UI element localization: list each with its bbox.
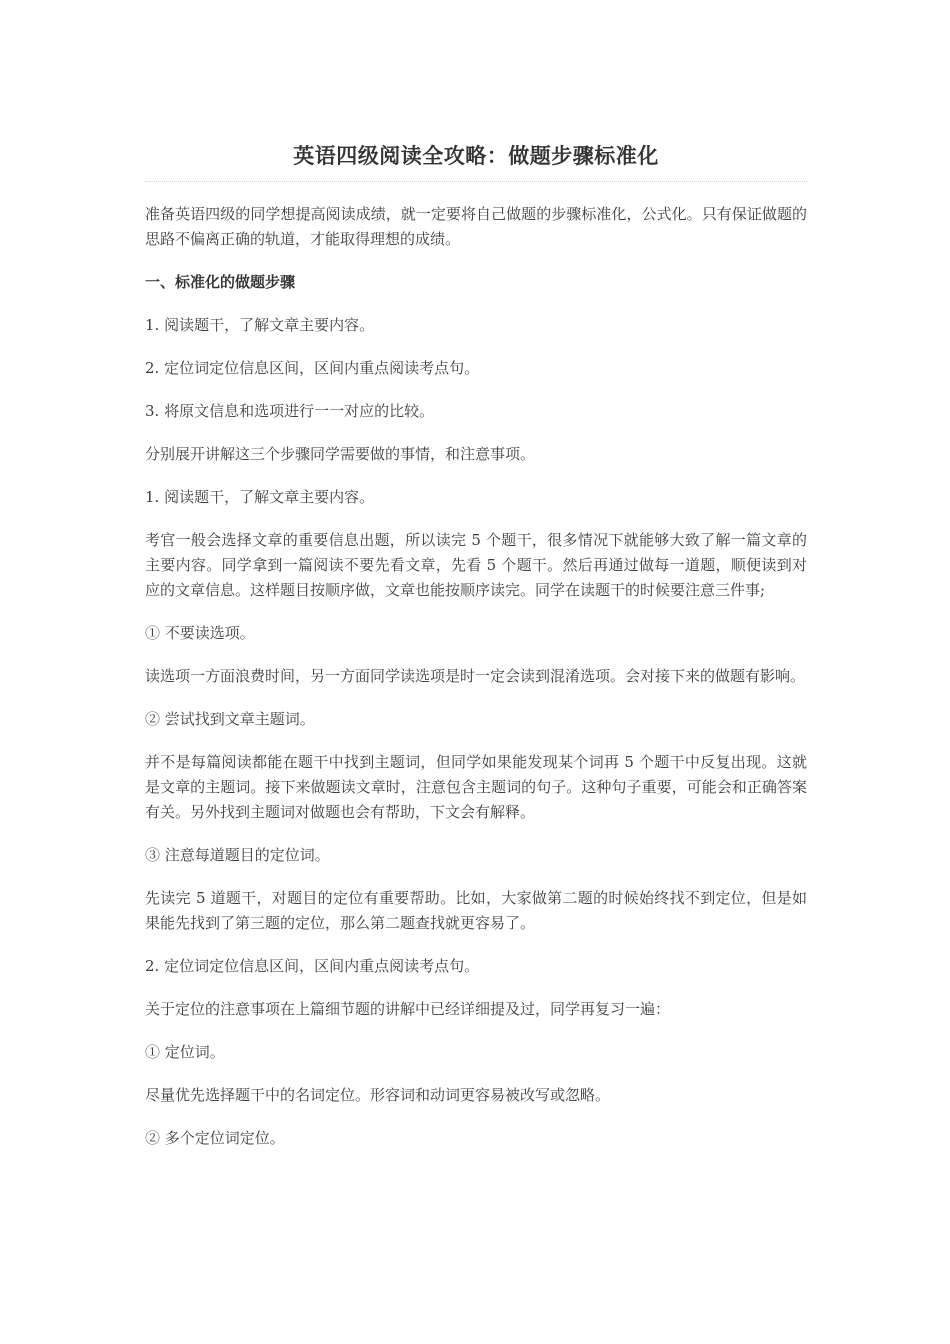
note-item: ① 不要读选项。 [145, 624, 255, 642]
step-item: 3. 将原文信息和选项进行一一对应的比较。 [145, 402, 435, 420]
intro-paragraph: 准备英语四级的同学想提高阅读成绩，就一定要将自己做题的步骤标准化，公式化。只有保证做题的思路不偏离正确的轨道，才能取得理想的成绩。 [145, 205, 807, 248]
note-item: ③ 注意每道题目的定位词。 [145, 846, 330, 864]
body-paragraph: 尽量优先选择题干中的名词定位。形容词和动词更容易被改写或忽略。 [145, 1086, 611, 1104]
note-item: ② 尝试找到文章主题词。 [145, 710, 315, 728]
title-divider [145, 181, 807, 182]
body-paragraph: 分别展开讲解这三个步骤同学需要做的事情，和注意事项。 [145, 445, 536, 463]
article-title: 英语四级阅读全攻略：做题步骤标准化 [293, 143, 659, 168]
note-item: ① 定位词。 [145, 1043, 225, 1061]
article-body [145, 202, 807, 1169]
step-subheading: 1. 阅读题干，了解文章主要内容。 [145, 488, 375, 506]
body-paragraph: 考官一般会选择文章的重要信息出题，所以读完 5 个题干，很多情况下就能够大致了解一篇文章的主要内容。同学拿到一篇阅读不要先看文章，先看 5 个题干。然后再通过做每一道题，顺便读到对应的文章信息。这样题目按顺序做，文章也能按顺序读完。同学在读题干的时候要注意三件事; [145, 531, 807, 599]
step-subheading: 2. 定位词定位信息区间，区间内重点阅读考点句。 [145, 957, 480, 975]
body-paragraph: 关于定位的注意事项在上篇细节题的讲解中已经详细提及过，同学再复习一遍： [145, 1000, 671, 1018]
note-item: ② 多个定位词定位。 [145, 1129, 285, 1147]
body-paragraph: 读选项一方面浪费时间，另一方面同学读选项是时一定会读到混淆选项。会对接下来的做题有影响。 [145, 667, 806, 685]
section-heading: 一、标准化的做题步骤 [145, 273, 296, 291]
step-item: 2. 定位词定位信息区间，区间内重点阅读考点句。 [145, 359, 480, 377]
body-paragraph: 并不是每篇阅读都能在题干中找到主题词，但同学如果能发现某个词再 5 个题干中反复出现。这就是文章的主题词。接下来做题读文章时，注意包含主题词的句子。这种句子重要，可能会和正确答案有关。另外找到主题词对做题也会有帮助，下文会有解释。 [145, 753, 807, 821]
step-item: 1. 阅读题干，了解文章主要内容。 [145, 316, 375, 334]
body-paragraph: 先读完 5 道题干，对题目的定位有重要帮助。比如，大家做第二题的时候始终找不到定位，但是如果能先找到了第三题的定位，那么第二题查找就更容易了。 [145, 889, 807, 932]
